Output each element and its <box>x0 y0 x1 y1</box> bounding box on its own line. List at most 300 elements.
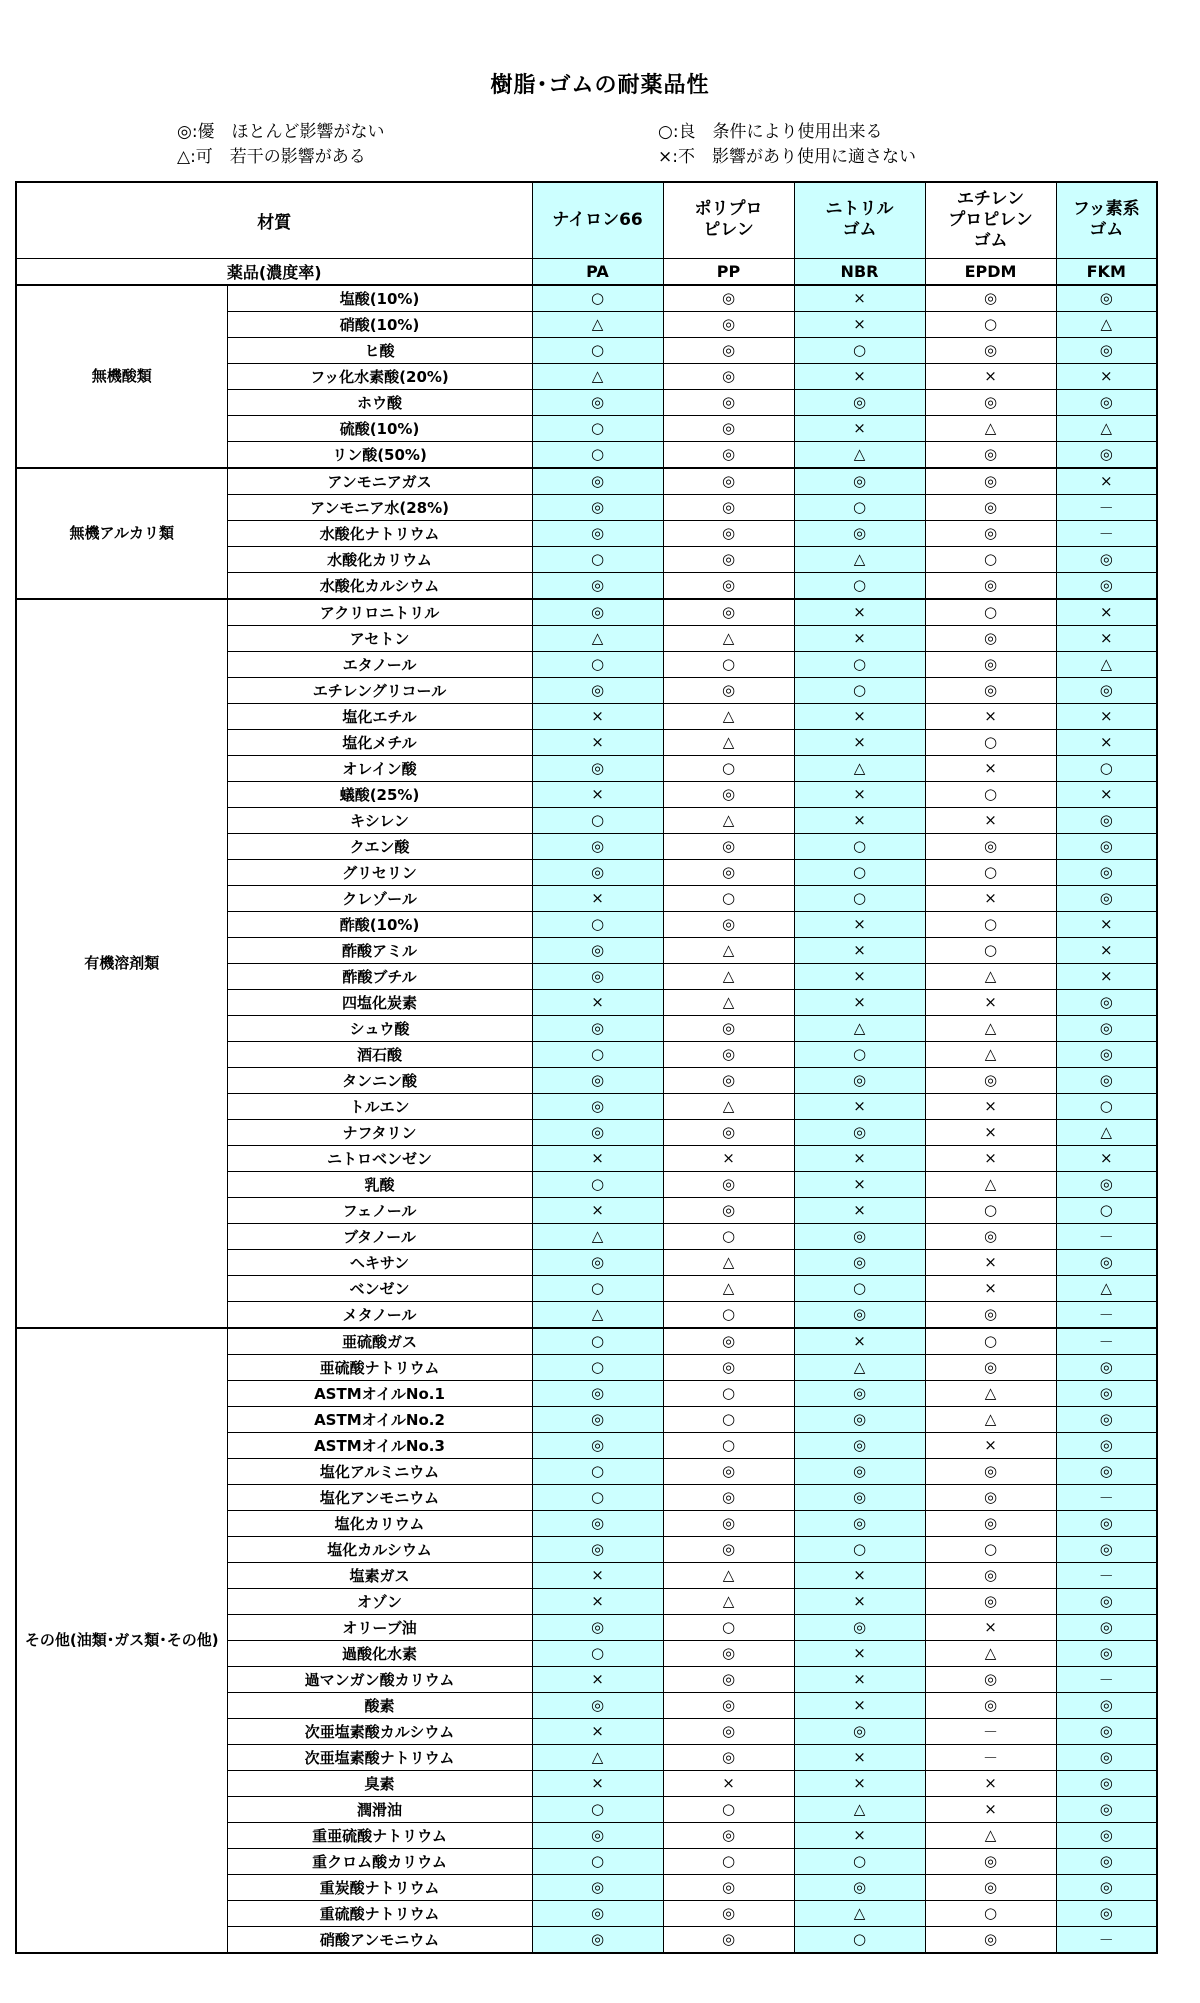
rating-cell: ○ <box>532 546 663 572</box>
rating-cell: － <box>1056 1223 1157 1249</box>
rating-cell: － <box>1056 1562 1157 1588</box>
rating-cell: ○ <box>532 1484 663 1510</box>
rating-cell: ◎ <box>1056 1874 1157 1900</box>
chemical-name: グリセリン <box>227 859 532 885</box>
rating-cell: ◎ <box>663 1874 794 1900</box>
rating-cell: × <box>794 1640 925 1666</box>
chemical-name: キシレン <box>227 807 532 833</box>
column-abbr: PA <box>532 258 663 285</box>
category-cell: その他(油類･ガス類･その他) <box>16 1328 227 1953</box>
rating-cell: ◎ <box>1056 1718 1157 1744</box>
chemical-name: ASTMオイルNo.1 <box>227 1380 532 1406</box>
rating-cell: ◎ <box>663 1510 794 1536</box>
rating-cell: △ <box>663 937 794 963</box>
rating-cell: ◎ <box>663 285 794 312</box>
chemical-name: 亜硫酸ナトリウム <box>227 1354 532 1380</box>
chemical-name: リン酸(50%) <box>227 441 532 468</box>
rating-cell: ◎ <box>1056 885 1157 911</box>
rating-cell: ○ <box>663 1380 794 1406</box>
rating-cell: ○ <box>532 911 663 937</box>
rating-cell: ○ <box>794 337 925 363</box>
rating-cell: － <box>925 1744 1056 1770</box>
rating-cell: × <box>794 285 925 312</box>
rating-cell: ◎ <box>1056 1640 1157 1666</box>
rating-cell: ◎ <box>532 1432 663 1458</box>
rating-cell: ○ <box>532 1640 663 1666</box>
category-cell: 無機酸類 <box>16 285 227 468</box>
chemical-name: 次亜塩素酸カルシウム <box>227 1718 532 1744</box>
rating-cell: × <box>794 1588 925 1614</box>
rating-cell: ◎ <box>794 1614 925 1640</box>
rating-cell: × <box>794 625 925 651</box>
rating-cell: ◎ <box>532 1874 663 1900</box>
chemical-name: タンニン酸 <box>227 1067 532 1093</box>
category-cell: 無機アルカリ類 <box>16 468 227 599</box>
rating-cell: ◎ <box>1056 1900 1157 1926</box>
rating-cell: ◎ <box>663 1067 794 1093</box>
rating-cell: ◎ <box>663 1328 794 1355</box>
rating-cell: ○ <box>532 651 663 677</box>
rating-cell: ◎ <box>794 389 925 415</box>
rating-cell: ◎ <box>1056 677 1157 703</box>
rating-cell: － <box>1056 1926 1157 1953</box>
column-header: エチレン プロピレン ゴム <box>925 182 1056 258</box>
material-header: 材質 <box>16 182 532 258</box>
chemical-name: 過酸化水素 <box>227 1640 532 1666</box>
rating-cell: × <box>794 937 925 963</box>
rating-cell: ○ <box>925 599 1056 626</box>
rating-cell: × <box>794 1093 925 1119</box>
rating-cell: ○ <box>532 1275 663 1301</box>
rating-cell: ◎ <box>794 520 925 546</box>
rating-cell: × <box>794 1666 925 1692</box>
chemical-name: 塩化アルミニウム <box>227 1458 532 1484</box>
rating-cell: ◎ <box>663 1041 794 1067</box>
rating-cell: × <box>925 363 1056 389</box>
rating-cell: × <box>925 1796 1056 1822</box>
rating-cell: ○ <box>663 1848 794 1874</box>
chemical-name: トルエン <box>227 1093 532 1119</box>
rating-cell: × <box>925 1145 1056 1171</box>
rating-cell: ○ <box>794 859 925 885</box>
rating-cell: ◎ <box>925 285 1056 312</box>
rating-cell: △ <box>663 1249 794 1275</box>
rating-cell: × <box>794 1328 925 1355</box>
chemical-name: 蟻酸(25%) <box>227 781 532 807</box>
rating-cell: ◎ <box>663 911 794 937</box>
rating-cell: ◎ <box>532 1536 663 1562</box>
chemical-name: 重硫酸ナトリウム <box>227 1900 532 1926</box>
rating-cell: ○ <box>663 1614 794 1640</box>
rating-cell: × <box>925 1614 1056 1640</box>
rating-cell: × <box>794 729 925 755</box>
rating-cell: ○ <box>925 937 1056 963</box>
rating-cell: × <box>1056 625 1157 651</box>
rating-cell: ◎ <box>794 1067 925 1093</box>
rating-cell: × <box>925 1275 1056 1301</box>
chemical-name: ニトロベンゼン <box>227 1145 532 1171</box>
column-abbr: EPDM <box>925 258 1056 285</box>
rating-cell: ◎ <box>663 781 794 807</box>
rating-cell: △ <box>663 703 794 729</box>
rating-cell: ◎ <box>532 1692 663 1718</box>
chemical-name: 塩化メチル <box>227 729 532 755</box>
rating-cell: ○ <box>925 546 1056 572</box>
chemical-name: 塩化カルシウム <box>227 1536 532 1562</box>
rating-cell: ○ <box>663 1301 794 1328</box>
rating-cell: ○ <box>1056 1197 1157 1223</box>
rating-cell: △ <box>532 311 663 337</box>
rating-cell: ◎ <box>925 1562 1056 1588</box>
rating-cell: ◎ <box>925 625 1056 651</box>
chemical-name: 酢酸(10%) <box>227 911 532 937</box>
rating-cell: △ <box>794 441 925 468</box>
chemical-name: メタノール <box>227 1301 532 1328</box>
rating-cell: ◎ <box>663 1015 794 1041</box>
chemical-name: ヘキサン <box>227 1249 532 1275</box>
rating-cell: × <box>794 1770 925 1796</box>
rating-cell: × <box>925 885 1056 911</box>
rating-cell: － <box>1056 520 1157 546</box>
chemical-name: 水酸化カルシウム <box>227 572 532 599</box>
rating-cell: ○ <box>925 1328 1056 1355</box>
rating-cell: ◎ <box>532 1015 663 1041</box>
rating-cell: ◎ <box>1056 572 1157 599</box>
rating-cell: ◎ <box>925 1067 1056 1093</box>
rating-cell: × <box>1056 363 1157 389</box>
rating-cell: ○ <box>794 833 925 859</box>
legend-fair: △:可 若干の影響がある <box>177 147 366 167</box>
rating-cell: △ <box>794 755 925 781</box>
chemical-name: 重クロム酸カリウム <box>227 1848 532 1874</box>
rating-cell: ◎ <box>663 833 794 859</box>
chemical-name: ASTMオイルNo.3 <box>227 1432 532 1458</box>
rating-cell: △ <box>532 1223 663 1249</box>
rating-cell: × <box>532 1197 663 1223</box>
chemical-name: ホウ酸 <box>227 389 532 415</box>
rating-cell: × <box>1056 599 1157 626</box>
rating-cell: × <box>532 1770 663 1796</box>
rating-cell: ◎ <box>532 520 663 546</box>
rating-cell: ○ <box>794 1041 925 1067</box>
rating-cell: ◎ <box>663 1640 794 1666</box>
rating-cell: ○ <box>794 1848 925 1874</box>
rating-cell: × <box>532 781 663 807</box>
rating-cell: ◎ <box>663 1666 794 1692</box>
rating-cell: ○ <box>663 1406 794 1432</box>
rating-cell: ◎ <box>532 1926 663 1953</box>
rating-cell: ◎ <box>1056 1171 1157 1197</box>
rating-cell: ◎ <box>663 1484 794 1510</box>
rating-cell: △ <box>663 625 794 651</box>
rating-cell: × <box>532 989 663 1015</box>
chemical-name: アクリロニトリル <box>227 599 532 626</box>
rating-cell: △ <box>1056 415 1157 441</box>
rating-cell: ◎ <box>1056 1249 1157 1275</box>
column-header: ナイロン66 <box>532 182 663 258</box>
rating-cell: △ <box>925 963 1056 989</box>
rating-cell: ○ <box>794 1536 925 1562</box>
rating-cell: ◎ <box>925 441 1056 468</box>
rating-cell: ◎ <box>1056 1041 1157 1067</box>
rating-cell: ◎ <box>1056 1406 1157 1432</box>
rating-cell: × <box>925 1770 1056 1796</box>
chemical-name: エタノール <box>227 651 532 677</box>
page-title: 樹脂･ゴムの耐薬品性 <box>490 73 710 98</box>
rating-cell: ◎ <box>532 1406 663 1432</box>
chemical-name: シュウ酸 <box>227 1015 532 1041</box>
rating-cell: ○ <box>925 1536 1056 1562</box>
rating-cell: × <box>925 755 1056 781</box>
rating-cell: △ <box>794 1015 925 1041</box>
rating-cell: △ <box>663 729 794 755</box>
rating-cell: ◎ <box>925 1926 1056 1953</box>
rating-cell: ◎ <box>663 415 794 441</box>
legend-good: ○:良 条件により使用出来る <box>658 122 883 142</box>
rating-cell: ◎ <box>794 1249 925 1275</box>
rating-cell: ◎ <box>1056 1848 1157 1874</box>
rating-cell: △ <box>663 1588 794 1614</box>
resistance-table <box>15 181 1156 1954</box>
rating-cell: × <box>532 1588 663 1614</box>
rating-cell: ◎ <box>532 1093 663 1119</box>
rating-cell: ◎ <box>1056 1432 1157 1458</box>
rating-cell: ○ <box>663 1432 794 1458</box>
rating-cell: × <box>663 1770 794 1796</box>
rating-cell: ◎ <box>925 1666 1056 1692</box>
rating-cell: △ <box>532 1744 663 1770</box>
rating-cell: ◎ <box>925 468 1056 495</box>
rating-cell: × <box>532 703 663 729</box>
chemical-name: 塩化カリウム <box>227 1510 532 1536</box>
rating-cell: △ <box>663 1275 794 1301</box>
rating-cell: ◎ <box>925 572 1056 599</box>
rating-cell: ○ <box>1056 755 1157 781</box>
chemical-name: クレゾール <box>227 885 532 911</box>
chemical-name: 臭素 <box>227 1770 532 1796</box>
rating-cell: ◎ <box>532 1510 663 1536</box>
rating-cell: － <box>1056 1666 1157 1692</box>
rating-cell: ◎ <box>1056 1510 1157 1536</box>
rating-cell: × <box>1056 781 1157 807</box>
chemical-name: ナフタリン <box>227 1119 532 1145</box>
rating-cell: × <box>663 1145 794 1171</box>
rating-cell: ◎ <box>663 1536 794 1562</box>
chemical-name: フェノール <box>227 1197 532 1223</box>
rating-cell: ◎ <box>794 1301 925 1328</box>
rating-cell: ○ <box>925 729 1056 755</box>
rating-cell: ○ <box>1056 1093 1157 1119</box>
rating-cell: ○ <box>925 1197 1056 1223</box>
chemical-name: 塩化エチル <box>227 703 532 729</box>
rating-cell: ◎ <box>794 1874 925 1900</box>
chemical-name: 次亜塩素酸ナトリウム <box>227 1744 532 1770</box>
rating-cell: ◎ <box>532 468 663 495</box>
rating-cell: × <box>532 885 663 911</box>
rating-cell: × <box>794 807 925 833</box>
chemical-name: ブタノール <box>227 1223 532 1249</box>
rating-cell: × <box>794 599 925 626</box>
chemical-name: 硝酸アンモニウム <box>227 1926 532 1953</box>
rating-cell: ◎ <box>1056 1380 1157 1406</box>
rating-cell: △ <box>663 989 794 1015</box>
rating-cell: × <box>794 1171 925 1197</box>
rating-cell: ○ <box>663 885 794 911</box>
rating-cell: ◎ <box>532 1249 663 1275</box>
rating-cell: × <box>925 703 1056 729</box>
chemical-name: 亜硫酸ガス <box>227 1328 532 1355</box>
rating-cell: × <box>532 729 663 755</box>
rating-cell: ◎ <box>1056 807 1157 833</box>
chemical-name: アンモニアガス <box>227 468 532 495</box>
chemical-name: 塩素ガス <box>227 1562 532 1588</box>
rating-cell: ◎ <box>532 755 663 781</box>
rating-cell: ○ <box>532 1796 663 1822</box>
rating-cell: × <box>925 1119 1056 1145</box>
rating-cell: ◎ <box>794 1718 925 1744</box>
rating-cell: × <box>925 989 1056 1015</box>
rating-cell: ◎ <box>532 599 663 626</box>
rating-cell: × <box>794 911 925 937</box>
rating-cell: ○ <box>663 1796 794 1822</box>
rating-cell: ○ <box>532 1328 663 1355</box>
rating-cell: △ <box>794 1354 925 1380</box>
rating-cell: ◎ <box>663 1926 794 1953</box>
rating-cell: － <box>1056 1328 1157 1355</box>
rating-cell: ◎ <box>1056 337 1157 363</box>
rating-cell: × <box>794 1145 925 1171</box>
rating-cell: × <box>925 1093 1056 1119</box>
chemical-name: ヒ酸 <box>227 337 532 363</box>
rating-cell: ◎ <box>794 1458 925 1484</box>
rating-cell: △ <box>532 625 663 651</box>
rating-cell: ◎ <box>1056 1744 1157 1770</box>
rating-cell: ◎ <box>925 677 1056 703</box>
rating-cell: ◎ <box>1056 989 1157 1015</box>
rating-cell: ◎ <box>1056 1015 1157 1041</box>
rating-cell: － <box>1056 1301 1157 1328</box>
chemical-name: フッ化水素酸(20%) <box>227 363 532 389</box>
chemical-name: 硝酸(10%) <box>227 311 532 337</box>
rating-cell: ○ <box>794 885 925 911</box>
rating-cell: ◎ <box>794 1510 925 1536</box>
rating-cell: △ <box>925 1171 1056 1197</box>
rating-cell: ○ <box>532 1171 663 1197</box>
rating-cell: ◎ <box>663 494 794 520</box>
rating-cell: ◎ <box>663 520 794 546</box>
rating-cell: × <box>794 1822 925 1848</box>
rating-cell: △ <box>925 1406 1056 1432</box>
rating-cell: × <box>532 1562 663 1588</box>
rating-cell: ◎ <box>1056 1692 1157 1718</box>
rating-cell: ◎ <box>925 833 1056 859</box>
rating-cell: ◎ <box>1056 1614 1157 1640</box>
rating-cell: △ <box>663 1562 794 1588</box>
rating-cell: × <box>794 703 925 729</box>
rating-cell: ◎ <box>925 651 1056 677</box>
rating-cell: ◎ <box>1056 859 1157 885</box>
rating-cell: △ <box>1056 1119 1157 1145</box>
rating-cell: ◎ <box>1056 389 1157 415</box>
rating-cell: △ <box>925 1015 1056 1041</box>
column-header: フッ素系 ゴム <box>1056 182 1157 258</box>
rating-cell: ◎ <box>1056 833 1157 859</box>
rating-cell: ◎ <box>794 1223 925 1249</box>
rating-cell: × <box>925 1249 1056 1275</box>
column-header: ニトリル ゴム <box>794 182 925 258</box>
rating-cell: × <box>794 1744 925 1770</box>
chemical-name: アセトン <box>227 625 532 651</box>
rating-cell: ○ <box>663 1223 794 1249</box>
rating-cell: × <box>1056 703 1157 729</box>
rating-cell: × <box>1056 468 1157 495</box>
rating-cell: ◎ <box>925 494 1056 520</box>
rating-cell: ◎ <box>663 1744 794 1770</box>
rating-cell: ◎ <box>532 1380 663 1406</box>
rating-cell: △ <box>1056 651 1157 677</box>
rating-cell: △ <box>532 1301 663 1328</box>
rating-cell: × <box>1056 1145 1157 1171</box>
rating-cell: × <box>794 1197 925 1223</box>
rating-cell: ◎ <box>794 468 925 495</box>
rating-cell: ◎ <box>663 311 794 337</box>
rating-cell: ◎ <box>532 494 663 520</box>
rating-cell: ○ <box>925 311 1056 337</box>
rating-cell: ◎ <box>925 1354 1056 1380</box>
rating-cell: ○ <box>532 1041 663 1067</box>
rating-cell: ◎ <box>1056 1796 1157 1822</box>
rating-cell: ◎ <box>532 1822 663 1848</box>
rating-cell: △ <box>794 1796 925 1822</box>
rating-cell: ◎ <box>663 599 794 626</box>
rating-cell: ◎ <box>663 389 794 415</box>
rating-cell: ◎ <box>925 389 1056 415</box>
rating-cell: ◎ <box>663 1354 794 1380</box>
rating-cell: ◎ <box>663 1900 794 1926</box>
rating-cell: ◎ <box>532 572 663 599</box>
rating-cell: × <box>1056 911 1157 937</box>
rating-cell: ◎ <box>1056 1770 1157 1796</box>
rating-cell: ○ <box>532 807 663 833</box>
chemical-name: クエン酸 <box>227 833 532 859</box>
rating-cell: ○ <box>663 651 794 677</box>
rating-cell: ◎ <box>794 1119 925 1145</box>
rating-cell: ◎ <box>1056 1458 1157 1484</box>
rating-cell: ◎ <box>925 1223 1056 1249</box>
rating-cell: ◎ <box>794 1432 925 1458</box>
chemical-name: 水酸化カリウム <box>227 546 532 572</box>
rating-cell: ◎ <box>663 1458 794 1484</box>
rating-cell: △ <box>925 1640 1056 1666</box>
rating-cell: × <box>794 363 925 389</box>
rating-cell: ◎ <box>663 1119 794 1145</box>
rating-cell: ○ <box>794 677 925 703</box>
chemical-name: 酸素 <box>227 1692 532 1718</box>
rating-cell: ◎ <box>925 1484 1056 1510</box>
rating-cell: ◎ <box>532 963 663 989</box>
rating-cell: － <box>1056 1484 1157 1510</box>
chemical-name: 酢酸アミル <box>227 937 532 963</box>
rating-cell: ◎ <box>794 1406 925 1432</box>
chemical-name: 塩酸(10%) <box>227 285 532 312</box>
rating-cell: △ <box>925 1041 1056 1067</box>
rating-cell: ◎ <box>1056 1536 1157 1562</box>
rating-cell: ◎ <box>532 677 663 703</box>
rating-cell: ○ <box>532 441 663 468</box>
rating-cell: ◎ <box>925 1301 1056 1328</box>
rating-cell: ○ <box>794 1275 925 1301</box>
rating-cell: × <box>794 1562 925 1588</box>
